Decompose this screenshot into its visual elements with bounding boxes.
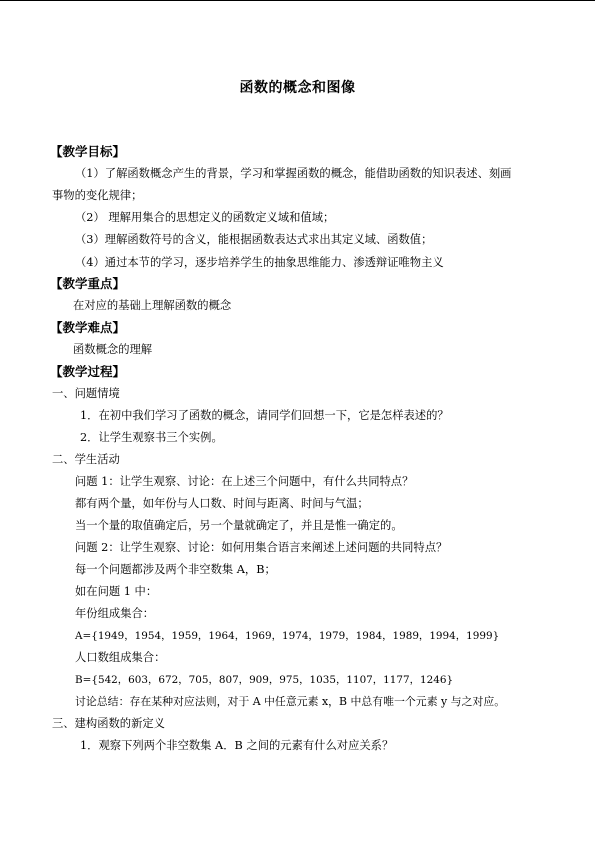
part1-item-1: 1．在初中我们学习了函数的概念，请同学们回想一下，它是怎样表述的？	[80, 409, 449, 422]
goal-item-4: （4）通过本节的学习，逐步培养学生的抽象思维能力、渗透辩证唯物主义	[75, 256, 444, 269]
part2-line: 如在问题 1 中：	[75, 585, 158, 598]
part2-line: 都有两个量，如年份与人口数、时间与距离、时间与气温；	[75, 497, 369, 510]
key-text: 在对应的基础上理解函数的概念	[73, 299, 232, 312]
difficulty-text: 函数概念的理解	[73, 343, 153, 356]
top-rule	[0, 0, 595, 1]
part1-title: 一、问题情境	[52, 387, 120, 400]
difficulty-heading: 【教学难点】	[50, 320, 126, 335]
part2-summary: 讨论总结：存在某种对应法则，对于 A 中任意元素 x，B 中总有唯一个元素 y 与之对应。	[75, 695, 506, 708]
goal-item-1: （1）了解函数概念产生的背景，学习和掌握函数的概念，能借助函数的知识表述、刻画	[75, 167, 512, 180]
part3-item-1: 1．观察下列两个非空数集 A．B 之间的元素有什么对应关系？	[80, 739, 394, 752]
part2-line: 当一个量的取值确定后，另一个量就确定了，并且是惟一确定的。	[75, 519, 403, 532]
goals-heading: 【教学目标】	[50, 144, 126, 159]
set-b-line: B={542，603，672，705，807，909，975，1035，1107，1177，1246}	[75, 674, 454, 686]
process-heading: 【教学过程】	[50, 364, 126, 379]
part2-line: 问题 2：让学生观察、讨论：如何用集合语言来阐述上述问题的共同特点？	[75, 541, 448, 554]
part2-line: 问题 1：让学生观察、讨论：在上述三个问题中，有什么共同特点？	[75, 475, 414, 488]
part2-line: 年份组成集合：	[75, 607, 155, 620]
part3-title: 三、建构函数的新定义	[52, 717, 165, 730]
goal-item-2: （2） 理解用集合的思想定义的函数定义域和值域；	[75, 211, 335, 224]
part1-item-2: 2．让学生观察书三个实例。	[80, 431, 223, 444]
part2-line: 每一个问题都涉及两个非空数集 A，B；	[75, 563, 276, 576]
set-a-line: A={1949，1954，1959，1964，1969，1974，1979，1984，1989，1994，1999}	[75, 630, 500, 642]
key-heading: 【教学重点】	[50, 276, 126, 291]
goal-item-1-cont: 事物的变化规律；	[52, 189, 143, 202]
goal-item-3: （3）理解函数符号的含义，能根据函数表达式求出其定义域、函数值；	[75, 233, 433, 246]
part2-title: 二、学生活动	[52, 453, 120, 466]
part2-line: 人口数组成集合：	[75, 651, 166, 664]
page-title: 函数的概念和图像	[239, 80, 356, 96]
